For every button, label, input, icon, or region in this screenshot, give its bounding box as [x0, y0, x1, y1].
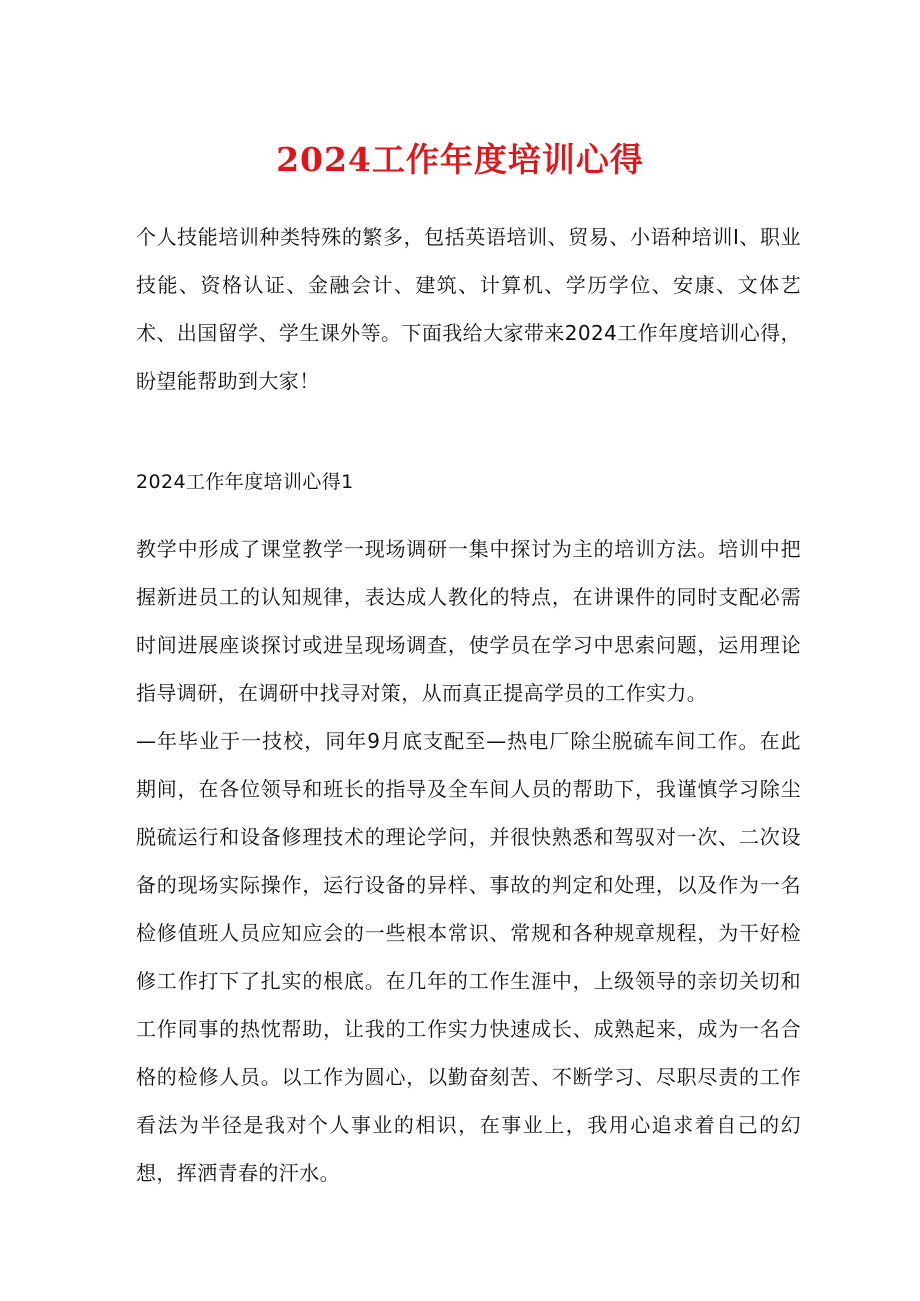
page-title: 2024工作年度培训心得	[276, 140, 644, 179]
body-paragraph-2: —年毕业于一技校，同年9月底支配至—热电厂除尘脱硫车间工作。在此期间，在各位领导和班长的指导及全车间人员的帮助下，我谨慎学习除尘脱硫运行和设备修理技术的理论学问，并很快熟悉和驾驭对一次、二次设备的现场实际操作，运行设备的异样、事故的判定和处理，以及作为一名检修值班人员应知应会的一些根本常识、常规和各种规章规程，为干好检修工作打下了扎实的根底。在几年的工作生涯中，上级领导的亲切关切和工作同事的热忱帮助，让我的工作实力快速成长、成熟起来，成为一名合格的检修人员。以工作为圆心，以勤奋刻苦、不断学习、尽职尽责的工作看法为半径是我对个人事业的相识，在事业上，我用心追求着自己的幻想，挥洒青春的汗水。	[136, 729, 801, 1185]
intro-paragraph: 个人技能培训种类特殊的繁多，包括英语培训、贸易、小语种培训I、职业技能、资格认证、金融会计、建筑、计算机、学历学位、安康、文体艺术、出国留学、学生课外等。下面我给大家带来2024工作年度培训心得，盼望能帮助到大家！	[136, 225, 801, 393]
section-heading: 2024工作年度培训心得1	[136, 471, 354, 493]
body-paragraph-1: 教学中形成了课堂教学一现场调研一集中探讨为主的培训方法。培训中把握新进员工的认知规律，表达成人教化的特点，在讲课件的同时支配必需时间进展座谈探讨或进呈现场调查，使学员在学习中思索问题，运用理论指导调研，在调研中找寻对策，从而真正提高学员的工作实力。	[136, 537, 801, 705]
